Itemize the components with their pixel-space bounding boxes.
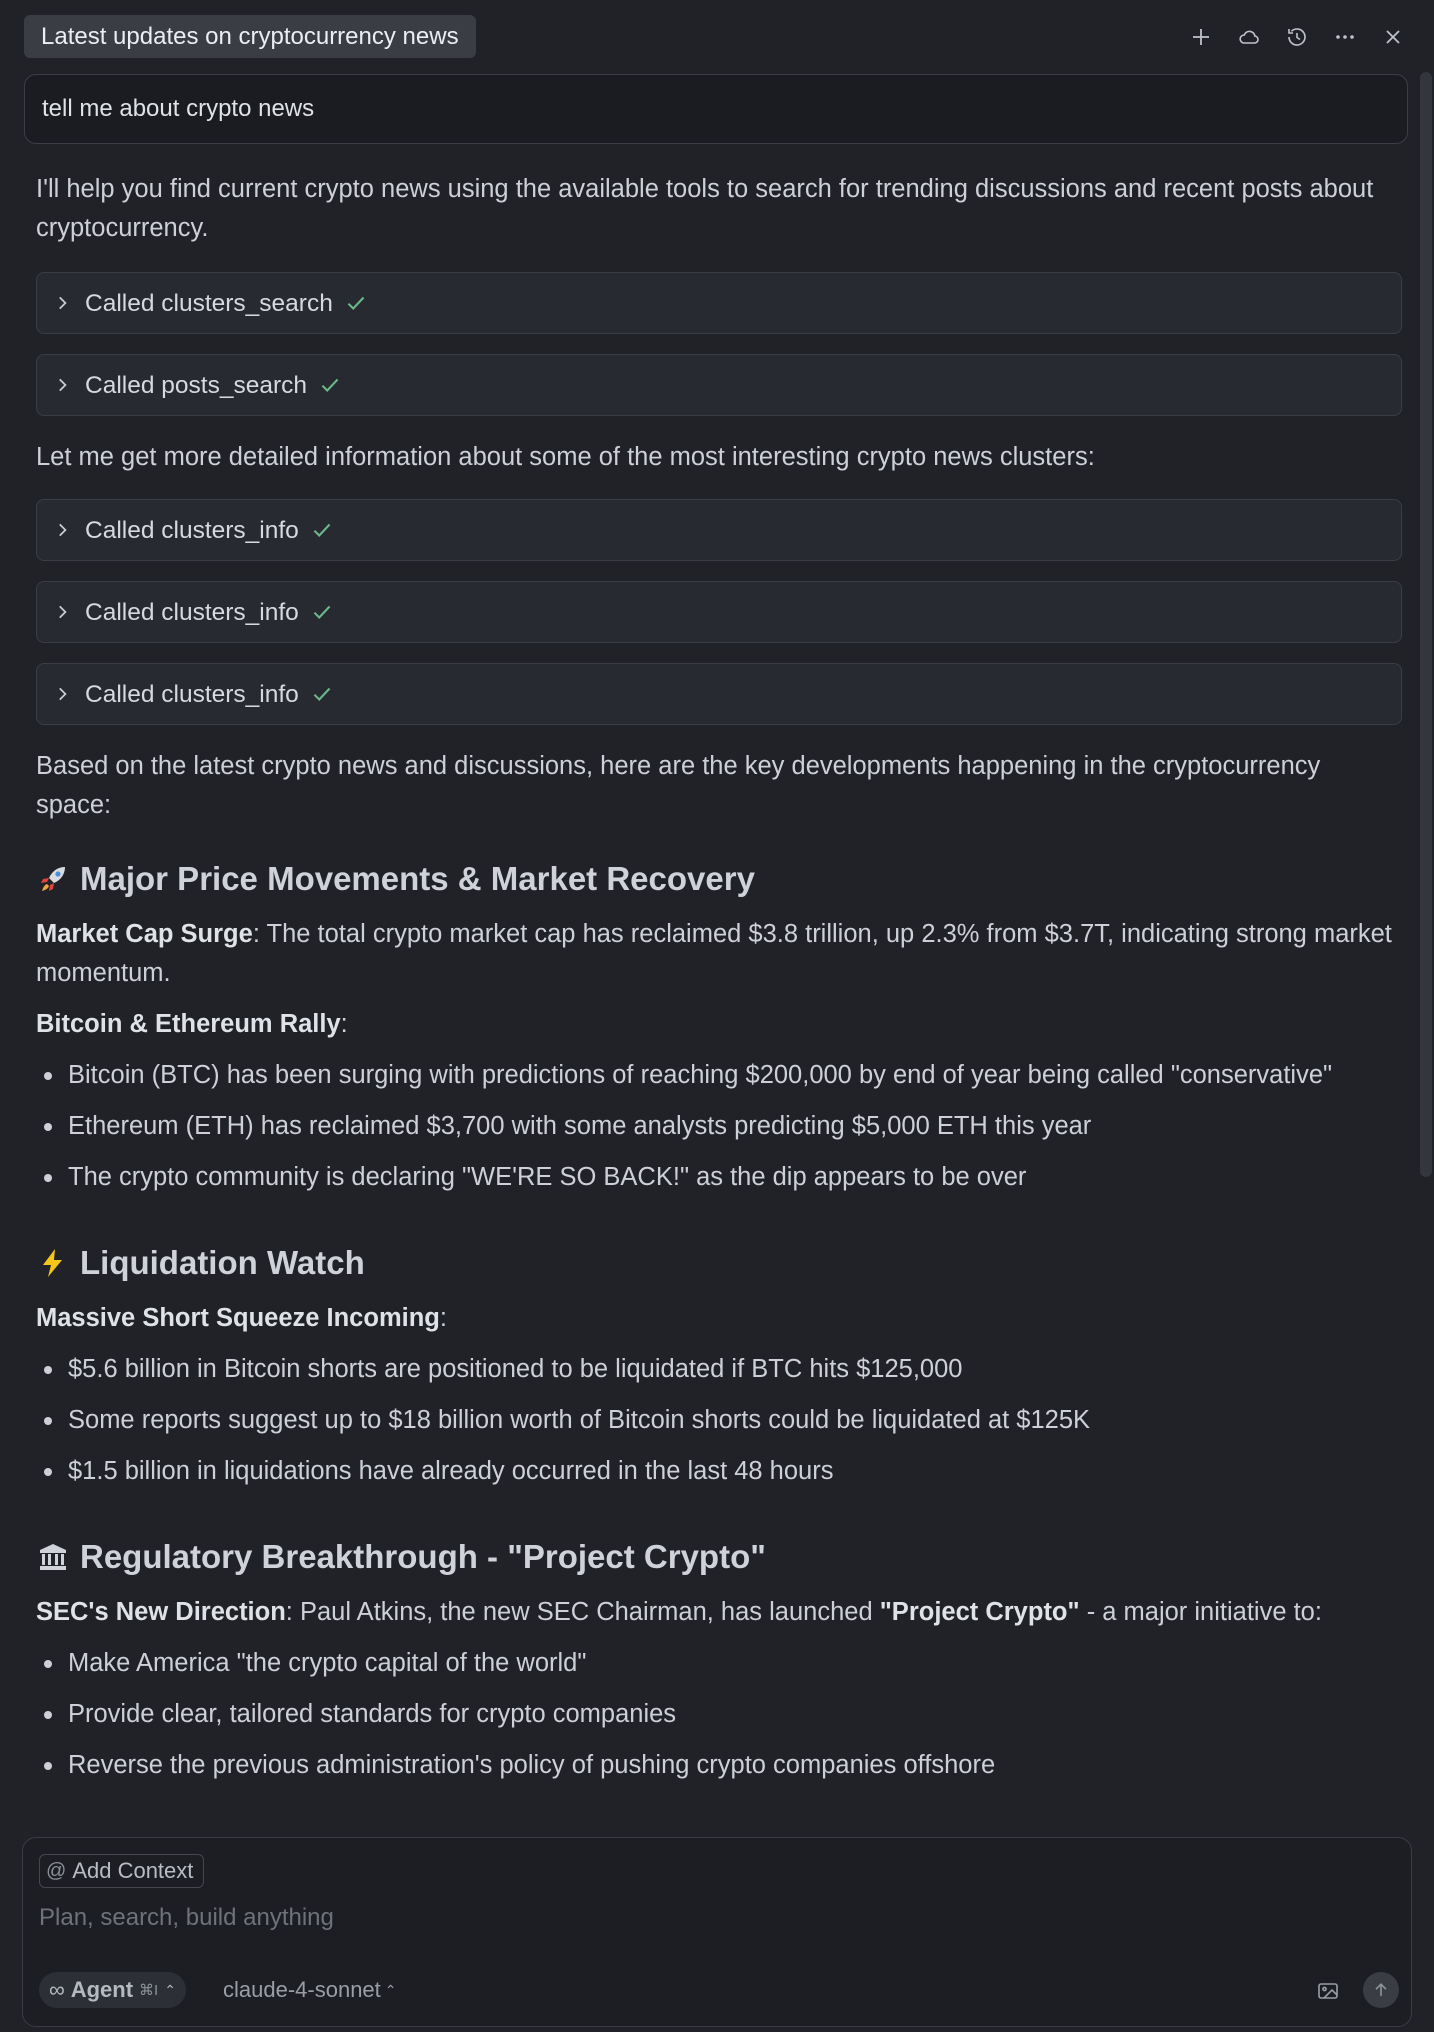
scrollbar-thumb[interactable]	[1420, 72, 1432, 1177]
tool-call-clusters-info[interactable]	[36, 663, 1402, 725]
list-item: Some reports suggest up to $18 billion worth of Bitcoin shorts could be liquidated at $125K	[36, 1401, 1402, 1440]
lightning-icon	[36, 1246, 70, 1280]
tool-call-label: Called clusters_info	[85, 680, 299, 708]
tool-call-clusters-info[interactable]	[36, 499, 1402, 561]
market-cap-label: Market Cap Surge	[36, 920, 253, 948]
market-cap-paragraph: Market Cap Surge: The total crypto market cap has reclaimed $3.8 trillion, up 2.3% from $3.7T, indicating strong market momentum.	[36, 920, 1392, 987]
chevron-right-icon	[53, 294, 71, 312]
tool-call-label: Called clusters_search	[85, 289, 333, 317]
section-heading-regulatory: Regulatory Breakthrough - "Project Crypto"	[36, 1535, 1402, 1579]
tool-call-label: Called clusters_info	[85, 598, 299, 626]
check-icon	[345, 292, 367, 314]
regulatory-bullets	[36, 1644, 1402, 1785]
list-item: Bitcoin (BTC) has been surging with predictions of reaching $200,000 by end of year being called "conservative"	[36, 1056, 1402, 1095]
sec-paragraph: SEC's New Direction: Paul Atkins, the new SEC Chairman, has launched "Project Crypto" - a major initiative to:	[36, 1598, 1322, 1626]
chevron-up-icon: ⌃	[384, 1981, 397, 1998]
close-icon[interactable]	[1376, 20, 1410, 54]
chat-title[interactable]: Latest updates on cryptocurrency news	[24, 15, 476, 58]
rocket-icon	[36, 862, 70, 896]
header-actions	[1184, 20, 1410, 54]
section-heading-price: Major Price Movements & Market Recovery	[36, 857, 1402, 901]
model-selector[interactable]: claude-4-sonnet ⌃	[223, 1977, 397, 2002]
tool-call-posts-search[interactable]	[36, 354, 1402, 416]
user-message[interactable]: tell me about crypto news	[24, 74, 1408, 144]
more-icon[interactable]	[1328, 20, 1362, 54]
list-item: Ethereum (ETH) has reclaimed $3,700 with some analysts predicting $5,000 ETH this year	[36, 1107, 1402, 1146]
infinity-icon: ∞	[49, 1977, 65, 2002]
check-icon	[311, 601, 333, 623]
image-icon[interactable]	[1313, 1976, 1343, 2006]
short-squeeze-heading: Massive Short Squeeze Incoming:	[36, 1304, 447, 1332]
bank-icon	[36, 1540, 70, 1574]
tool-call-clusters-search[interactable]	[36, 272, 1402, 334]
liquidation-bullets	[36, 1350, 1402, 1491]
check-icon	[311, 519, 333, 541]
chevron-right-icon	[53, 603, 71, 621]
rally-heading: Bitcoin & Ethereum Rally:	[36, 1010, 348, 1038]
list-item: $5.6 billion in Bitcoin shorts are positioned to be liquidated if BTC hits $125,000	[36, 1350, 1402, 1389]
history-icon[interactable]	[1280, 20, 1314, 54]
chat-header	[0, 0, 1434, 74]
cloud-icon[interactable]	[1232, 20, 1266, 54]
chevron-right-icon	[53, 376, 71, 394]
add-context-button[interactable]: @ Add Context	[39, 1854, 204, 1888]
summary-intro: Based on the latest crypto news and discussions, here are the key developments happening in the cryptocurrency space:	[36, 752, 1321, 819]
tool-call-label: Called posts_search	[85, 371, 307, 399]
chevron-right-icon	[53, 521, 71, 539]
chevron-right-icon	[53, 685, 71, 703]
chevron-up-icon: ⌃	[164, 1981, 176, 1998]
response-intro: I'll help you find current crypto news using the available tools to search for trending discussions and recent posts about cryptocurrency.	[36, 175, 1374, 242]
price-bullets	[36, 1056, 1402, 1197]
response-middle: Let me get more detailed information about some of the most interesting crypto news clusters:	[36, 443, 1095, 471]
check-icon	[319, 374, 341, 396]
list-item: $1.5 billion in liquidations have already occurred in the last 48 hours	[36, 1452, 1402, 1491]
list-item: Make America "the crypto capital of the world"	[36, 1644, 1402, 1683]
section-heading-liquidation: Liquidation Watch	[36, 1241, 1402, 1285]
plus-icon[interactable]	[1184, 20, 1218, 54]
at-icon: @	[46, 1859, 67, 1882]
agent-mode-button[interactable]: ∞ Agent ⌘I ⌃	[39, 1972, 186, 2008]
list-item: Reverse the previous administration's policy of pushing crypto companies offshore	[36, 1746, 1402, 1785]
composer-input[interactable]	[39, 1898, 1339, 1938]
check-icon	[311, 683, 333, 705]
assistant-response	[36, 170, 1402, 1840]
send-button[interactable]	[1363, 1972, 1399, 2008]
list-item: Provide clear, tailored standards for crypto companies	[36, 1695, 1402, 1734]
tool-call-label: Called clusters_info	[85, 516, 299, 544]
list-item: The crypto community is declaring "WE'RE SO BACK!" as the dip appears to be over	[36, 1158, 1402, 1197]
tool-call-clusters-info[interactable]	[36, 581, 1402, 643]
composer	[22, 1837, 1412, 2027]
